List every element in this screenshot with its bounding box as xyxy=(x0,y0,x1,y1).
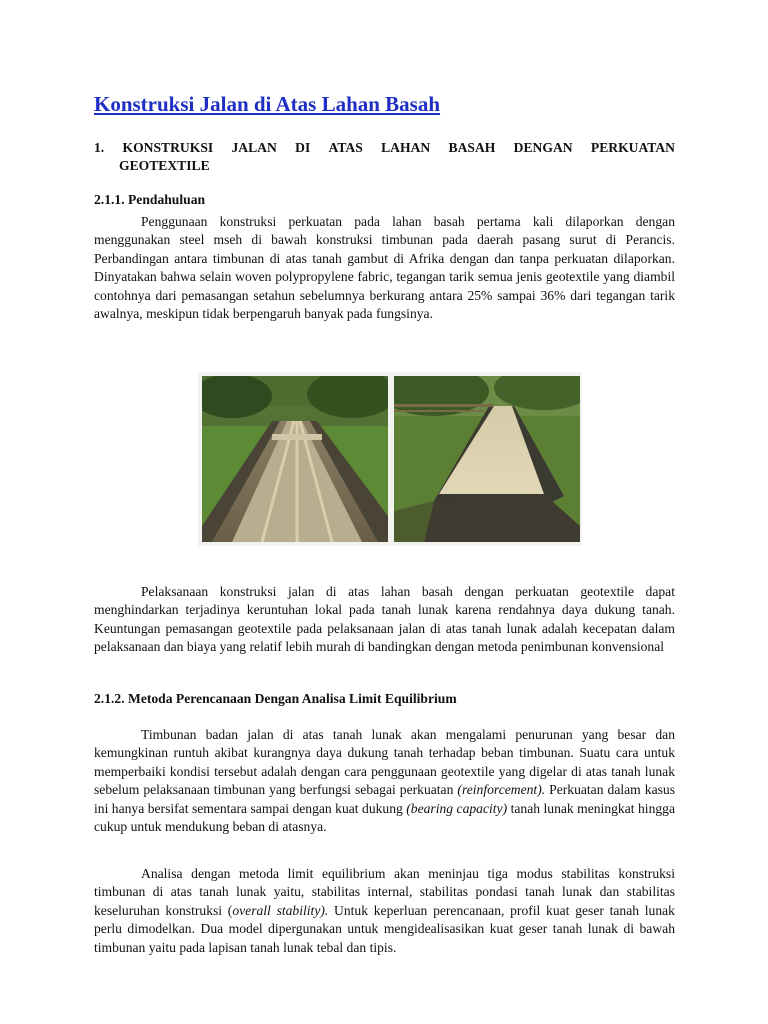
text-run: Analisa dengan metoda limit equilibrium akan meninjau tiga modus stabilitas konstruksi timbunan di atas tanah lunak yaitu, stabilitas internal, stabilitas pondasi tanah lunak dan stabilitas keseluruhan konstruksi ( xyxy=(94,866,675,918)
construction-photos xyxy=(198,372,582,546)
road-construction-photo-right xyxy=(394,376,580,542)
italic-term-bearing-capacity: (bearing capacity) xyxy=(406,800,508,816)
section-1-heading-line2: GEOTEXTILE xyxy=(119,158,210,173)
heading-word: KONSTRUKSI xyxy=(122,140,214,155)
italic-term-overall-stability: overall stability). xyxy=(232,902,329,918)
italic-term-reinforcement: (reinforcement). xyxy=(457,782,546,798)
paragraph-metoda-2 xyxy=(94,865,675,957)
heading-word: 1. xyxy=(94,140,105,155)
text-run: tanah lunak meningkat hingga cukup untuk mendukung beban di atasnya. xyxy=(94,800,675,835)
heading-word: BASAH xyxy=(448,140,496,155)
text-run: Timbunan badan jalan di atas tanah lunak akan mengalami penurunan yang besar dan kemungkinan runtuh akibat kurangnya daya dukung tanah terhadap beban timbunan. Suatu cara untuk memperbaiki kondisi tersebut adalah dengan cara penggunaan geotextile yang digelar di atas tanah lunak sebelum pelaksanaan timbunan yang berfungsi sebagai perkuatan xyxy=(94,727,675,798)
heading-word: DI xyxy=(295,140,311,155)
paragraph-pendahuluan-2: Pelaksanaan konstruksi jalan di atas lahan basah dengan perkuatan geotextile dapat menghindarkan terjadinya keruntuhan lokal pada tanah lunak karena rendahnya daya dukung tanah. Keuntungan pemasangan geotextile pada pelaksanaan jalan di atas tanah lunak adalah kecepatan dalam pelaksanaan dan biaya yang relatif lebih murah di bandingkan dengan metoda penimbunan konvensional xyxy=(94,584,675,655)
text-run: Untuk keperluan perencanaan, profil kuat geser tanah lunak perlu dimodelkan. Dua model dipergunakan untuk mengidealisasikan kuat geser tanah lunak di bawah timbunan yaitu pada lapisan tanah lunak tebal dan tipis. xyxy=(94,902,675,955)
section-2-1-1-heading: 2.1.1. Pendahuluan xyxy=(94,192,206,207)
heading-word: JALAN xyxy=(231,140,277,155)
document-title[interactable]: Konstruksi Jalan di Atas Lahan Basah xyxy=(94,92,441,116)
section-2-1-2-heading: 2.1.2. Metoda Perencanaan Dengan Analisa Limit Equilibrium xyxy=(94,691,457,706)
section-1-heading-line1 xyxy=(94,139,675,157)
heading-word: PERKUATAN xyxy=(590,140,675,155)
text-run: Perkuatan dalam kasus ini hanya bersifat sementara sampai dengan kuat dukung xyxy=(94,782,675,816)
paragraph-pendahuluan-1: Penggunaan konstruksi perkuatan pada lahan basah pertama kali dilaporkan dengan menggunakan steel mseh di bawah konstruksi timbunan pada daerah pasang surut di Perancis. Perbandingan antara timbunan di atas tanah gambut di Afrika dengan dan tanpa perkuatan dilaporkan. Dinyatakan bahwa selain woven polypropylene fabric, tegangan tarik semua jenis geotextile yang diambil contohnya dari pemasangan setahun sebelumnya berkurang antara 25% sampai 36% dari tegangan tarik awalnya, meskipun tidak berpengaruh banyak pada fungsinya. xyxy=(94,214,675,322)
road-construction-photo-left xyxy=(202,376,388,542)
heading-word: ATAS xyxy=(328,140,363,155)
heading-word: DENGAN xyxy=(513,140,573,155)
heading-word: LAHAN xyxy=(381,140,431,155)
paragraph-metoda-1 xyxy=(94,726,675,836)
section-1-heading xyxy=(94,139,675,175)
